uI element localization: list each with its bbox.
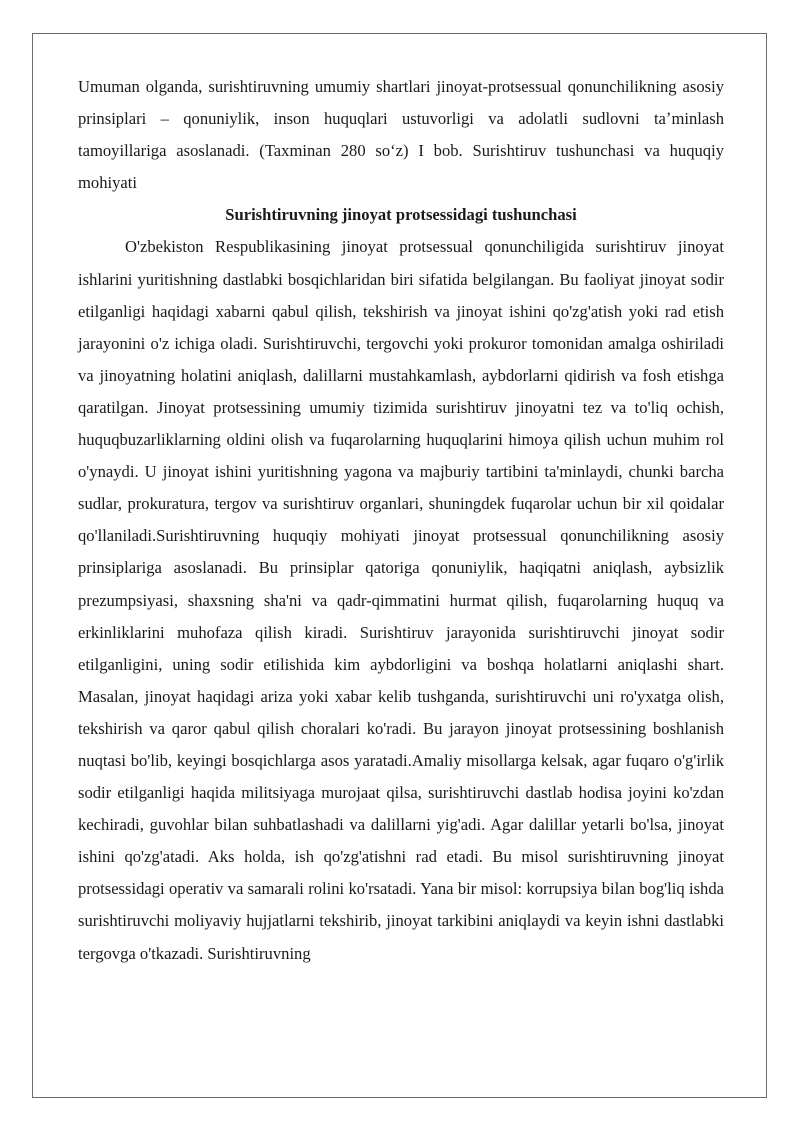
- intro-paragraph: Umuman olganda, surishtiruvning umumiy shartlari jinoyat-protsessual qonunchilikning asosiy prinsiplari – qonuniylik, inson huquqlari ustuvorligi va adolatli sudlovni taʼminlash tamoyillariga asoslanadi. (Taxminan 280 soʻz) I bob. Surishtiruv tushunchasi va huquqiy mohiyati: [78, 77, 724, 193]
- section-heading: Surishtiruvning jinoyat protsessidagi tushunchasi: [225, 205, 577, 225]
- body-paragraph: O'zbekiston Respublikasining jinoyat protsessual qonunchiligida surishtiruv jinoyat ishlarini yuritishning dastlabki bosqichlaridan biri sifatida belgilangan. Bu faoliyat jinoyat sodir etilganligi haqidagi xabarni qabul qilish, tekshirish va jinoyat ishini qo'zg'atish yoki rad etish jarayonini o'z ichiga oladi. Surishtiruvchi, tergovchi yoki prokuror tomonidan amalga oshiriladi va jinoyatning holatini aniqlash, dalillarni mustahkamlash, aybdorlarni qidirish va fosh etishga qaratilgan. Jinoyat protsessining umumiy tizimida surishtiruv jinoyatni tez va to'liq ochish, huquqbuzarliklarning oldini olish va fuqarolarning huquqlarini himoya qilish uchun muhim rol o'ynaydi. U jinoyat ishini yuritishning yagona va majburiy tartibini ta'minlaydi, chunki barcha sudlar, prokuratura, tergov va surishtiruv organlari, shuningdek fuqarolar uchun bir xil qoidalar qo'llaniladi.Surishtiruvning huquqiy mohiyati jinoyat protsessual qonunchilikning asosiy prinsiplariga asoslanadi. Bu prinsiplar qatoriga qonuniylik, haqiqatni aniqlash, aybsizlik prezumpsiyasi, shaxsning sha'ni va qadr-qimmatini hurmat qilish, fuqarolarning huquq va erkinliklarini muhofaza qilish kiradi. Surishtiruv jarayonida surishtiruvchi jinoyat sodir etilganligini, uning sodir etilishida kim aybdorligini va boshqa holatlarni aniqlashi shart. Masalan, jinoyat haqidagi ariza yoki xabar kelib tushganda, surishtiruvchi uni ro'yxatga olish, tekshirish va qaror qabul qilish choralari ko'radi. Bu jarayon jinoyat protsessining boshlanish nuqtasi bo'lib, keyingi bosqichlarga asos yaratadi.Amaliy misollarga kelsak, agar fuqaro o'g'irlik sodir etilganligi haqida militsiyaga murojaat qilsa, surishtiruvchi dastlab hodisa joyini ko'zdan kechiradi, guvohlar bilan suhbatlashadi va dalillarni yig'adi. Agar dalillar yetarli bo'lsa, jinoyat ishini qo'zg'atadi. Aks holda, ish qo'zg'atishni rad etadi. Bu misol surishtiruvning jinoyat protsessidagi operativ va samarali rolini ko'rsatadi. Yana bir misol: korrupsiya bilan bog'liq ishda surishtiruvchi moliyaviy hujjatlarni tekshirib, jinoyat tarkibini aniqlaydi va keyin ishni dastlabki tergovga o'tkazadi. Surishtiruvning: [78, 237, 724, 963]
- document-body: [78, 71, 724, 970]
